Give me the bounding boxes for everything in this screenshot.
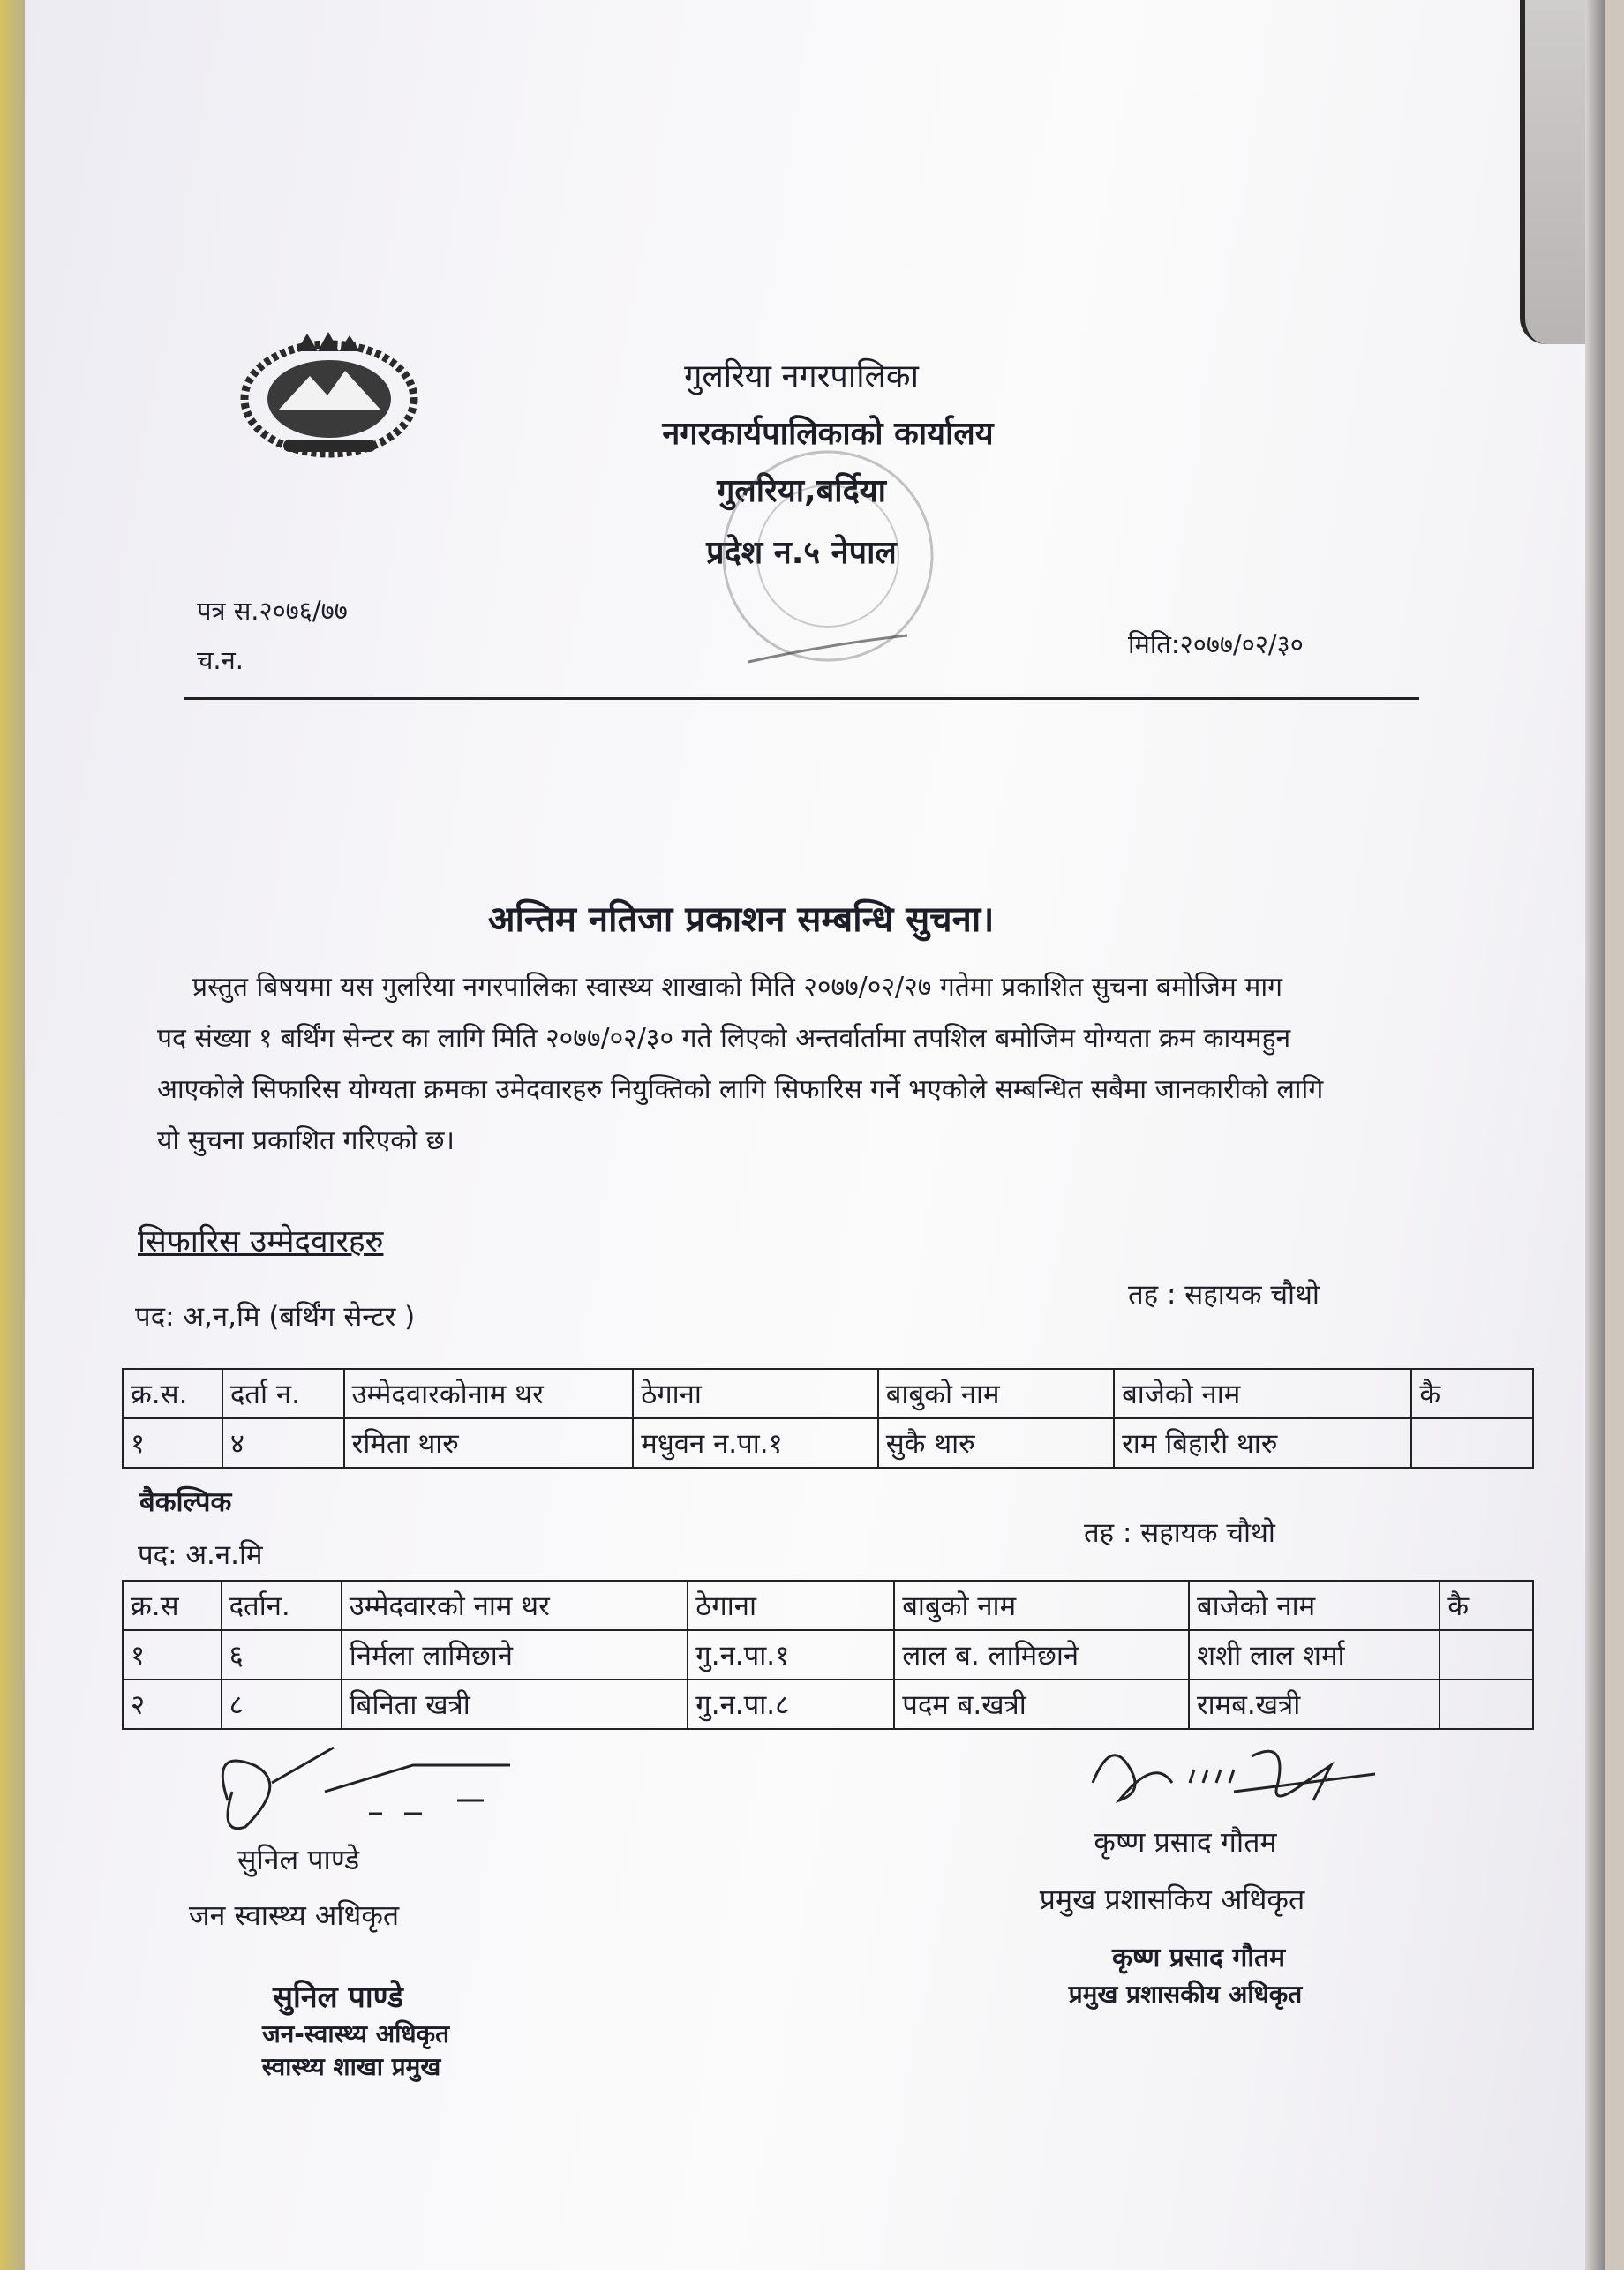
table-header-row [123,1369,1533,1418]
col-grandfather-name: बाजेको नाम [1189,1581,1440,1630]
cell-father-name: लाल ब. लामिछाने [894,1630,1189,1680]
col-serial: क्र.स. [123,1369,222,1418]
right-signatory-designation: प्रमुख प्रशासकिय अधिकृत [1039,1883,1305,1916]
right-signatory-name: कृष्ण प्रसाद गौतम [1094,1825,1277,1859]
left-stamp-unit: स्वास्थ्य शाखा प्रमुख [261,2052,441,2081]
col-remarks: कै [1440,1581,1533,1630]
left-signature-scribble [192,1730,519,1845]
cell-grandfather-name: राम बिहारी थारु [1114,1418,1411,1468]
alternate-level: तह : सहायक चौथो [1084,1517,1275,1549]
col-serial: क्र.स [123,1581,222,1630]
cell-grandfather-name: रामब.खत्री [1189,1680,1440,1729]
cell-father-name: सुकै थारु [878,1418,1114,1468]
cell-address: गु.न.पा.८ [688,1680,894,1729]
col-reg-no: दर्ता न. [222,1369,344,1418]
document-page [25,0,1605,2270]
cell-serial: २ [123,1680,222,1729]
page-edge-left [0,0,25,2270]
col-address: ठेगाना [688,1581,894,1630]
notice-line-2: पद संख्या १ बर्थिंग सेन्टर का लागि मिति २०७७/०२/३० गते लिएको अन्तर्वार्तामा तपशिल बमोजिम योग्यता क्रम कायमहुन [157,1023,1291,1054]
alternate-heading: बैकल्पिक [139,1486,232,1518]
dispatch-number: च.न. [197,645,244,675]
office-name-line1: गुलरिया नगरपालिका [684,358,919,395]
notice-line-4: यो सुचना प्रकाशित गरिएको छ। [157,1125,455,1156]
left-signatory-designation: जन स्वास्थ्य अधिकृत [188,1898,400,1932]
cell-reg-no: ८ [222,1680,342,1729]
recommended-post: पद: अ,न,मि (बर्थिंग सेन्टर ) [135,1301,416,1333]
recommended-level: तह : सहायक चौथो [1128,1279,1320,1311]
cell-serial: १ [123,1630,222,1680]
table-header-row [123,1581,1533,1630]
table-row [123,1630,1533,1680]
recommended-table [122,1368,1534,1469]
cell-father-name: पदम ब.खत्री [894,1680,1189,1729]
col-grandfather-name: बाजेको नाम [1114,1369,1411,1418]
cell-reg-no: ४ [222,1418,344,1468]
col-reg-no: दर्तान. [222,1581,342,1630]
notice-line-1: प्रस्तुत बिषयमा यस गुलरिया नगरपालिका स्वास्थ्य शाखाको मिति २०७७/०२/२७ गतेमा प्रकाशित सुचना बमोजिम माग [192,972,1282,1003]
recommended-heading: सिफारिस उम्मेदवारहरु [138,1224,384,1259]
cell-address: मधुवन न.पा.१ [633,1418,878,1468]
notice-line-3: आएकोले सिफारिस योग्यता क्रमका उमेदवारहरु नियुक्तिको लागि सिफारिस गर्ने भएकोले सम्बन्धित सबैमा जानकारीको लागि [157,1074,1324,1105]
right-stamp-designation: प्रमुख प्रशासकीय अधिकृत [1068,1980,1303,2009]
letter-number: पत्र स.२०७६/७७ [197,596,348,626]
cell-candidate-name: रमिता थारु [344,1418,634,1468]
right-signature-scribble [1075,1730,1384,1836]
notice-body [157,962,1560,1167]
cell-remarks [1411,1418,1533,1468]
col-remarks: कै [1411,1369,1533,1418]
office-name-line4: प्रदेश न.५ नेपाल [706,535,897,571]
office-name-line3: गुलरिया,बर्दिया [717,473,886,509]
cell-remarks [1440,1680,1533,1729]
cell-grandfather-name: शशी लाल शर्मा [1189,1630,1440,1680]
col-father-name: बाबुको नाम [878,1369,1114,1418]
page-edge-right [1585,0,1605,2270]
alternate-post: पद: अ.न.मि [138,1539,263,1571]
office-seal-stamp [695,432,960,680]
left-stamp-name: सुनिल पाण्डे [272,1980,403,2015]
left-signatory-name: सुनिल पाण्डे [237,1843,360,1876]
alternate-table [122,1580,1534,1730]
col-address: ठेगाना [633,1369,878,1418]
office-name-line2: नगरकार्यपालिकाको कार्यालय [662,416,994,452]
cell-reg-no: ६ [222,1630,342,1680]
left-stamp-designation: जन-स्वास्थ्य अधिकृत [261,2019,450,2048]
cell-candidate-name: निर्मला लामिछाने [342,1630,688,1680]
letter-date: मिति:२०७७/०२/३० [1128,629,1304,659]
right-stamp-name: कृष्ण प्रसाद गौतम [1111,1943,1286,1973]
header-divider [184,697,1419,700]
col-candidate-name: उम्मेदवारकोनाम थर [344,1369,634,1418]
nepal-emblem-icon [235,325,425,466]
table-row [123,1418,1533,1468]
cell-serial: १ [123,1418,222,1468]
cell-address: गु.न.पा.१ [688,1630,894,1680]
cell-candidate-name: बिनिता खत्री [342,1680,688,1729]
notice-title: अन्तिम नतिजा प्रकाशन सम्बन्धि सुचना। [488,899,995,940]
col-father-name: बाबुको नाम [894,1581,1189,1630]
table-row [123,1680,1533,1729]
col-candidate-name: उम्मेदवारको नाम थर [342,1581,688,1630]
cell-remarks [1440,1630,1533,1680]
